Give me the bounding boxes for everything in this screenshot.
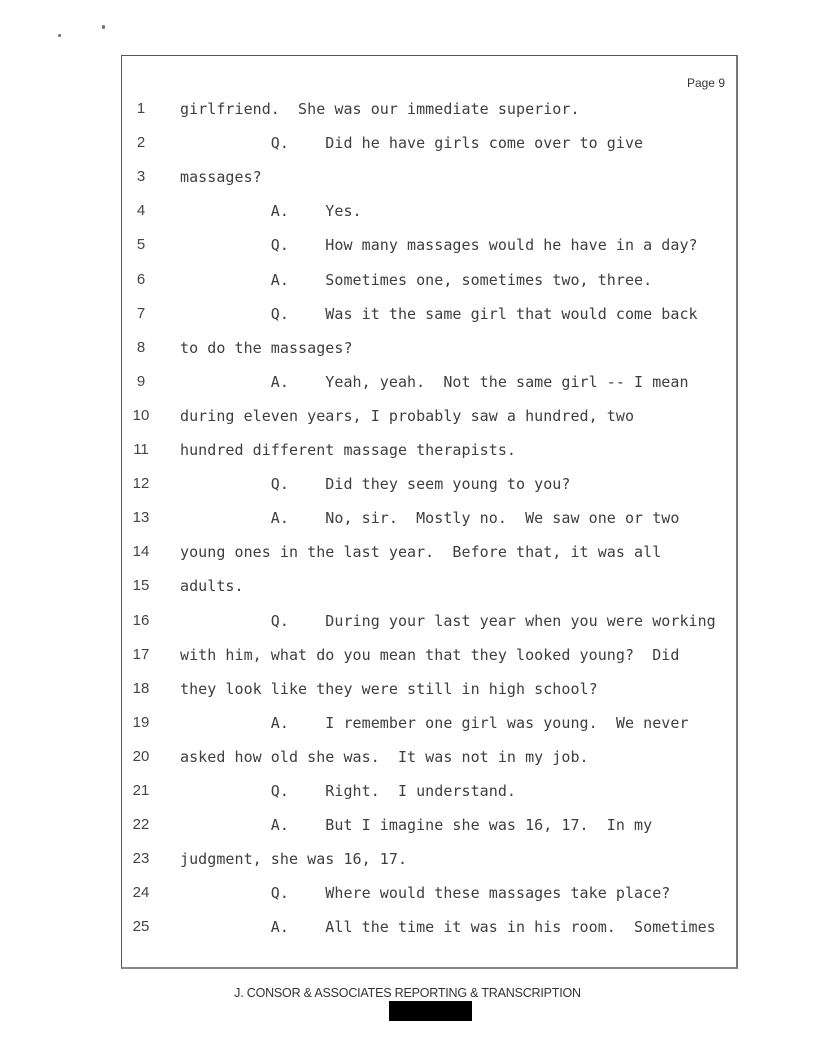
line-text: hundred different massage therapists.: [180, 441, 516, 459]
transcript-line: [122, 270, 737, 290]
line-number: 4: [136, 202, 146, 220]
transcript-frame: [121, 55, 738, 969]
line-number: 14: [132, 543, 150, 561]
line-number: 10: [132, 406, 150, 424]
line-text: asked how old she was. It was not in my job.: [180, 747, 589, 766]
line-number: 17: [132, 645, 150, 663]
transcript-line: [122, 474, 737, 494]
transcript-line: [122, 883, 737, 903]
line-number: 7: [136, 304, 146, 322]
line-number: 21: [132, 782, 150, 799]
line-text: Q. Did they seem young to you?: [180, 475, 571, 494]
line-text: girlfriend. She was our immediate superior.: [180, 100, 580, 118]
line-text: adults.: [180, 577, 244, 596]
line-number: 3: [136, 168, 146, 186]
line-number: 1: [136, 100, 146, 117]
line-text: Q. Right. I understand.: [180, 782, 516, 800]
line-number: 18: [132, 679, 150, 697]
line-text: A. No, sir. Mostly no. We saw one or two: [180, 509, 680, 528]
line-number: 5: [136, 236, 146, 254]
scan-speck: [58, 34, 61, 37]
line-number: 11: [133, 441, 149, 458]
transcript-line: [122, 201, 737, 221]
transcript-line: [122, 576, 737, 596]
transcript-line: [122, 679, 737, 699]
line-number: 23: [132, 850, 150, 868]
transcript-line: [122, 747, 737, 767]
page-number-label: Page 9: [686, 76, 725, 90]
line-text: young ones in the last year. Before that, it was all: [180, 543, 662, 562]
transcript-line: [122, 338, 737, 358]
line-text: Q. Where would these massages take place?: [180, 884, 671, 903]
line-text: to do the massages?: [180, 338, 353, 357]
line-text: massages?: [180, 168, 262, 187]
transcript-line: [122, 713, 737, 733]
transcript-line: [122, 440, 737, 460]
line-number: 13: [132, 509, 150, 527]
transcript-line: [122, 167, 737, 187]
line-text: judgment, she was 16, 17.: [180, 850, 408, 869]
transcript-line: [122, 99, 737, 119]
line-number: 24: [132, 884, 150, 902]
line-text: A. I remember one girl was young. We never: [180, 713, 689, 732]
line-text: during eleven years, I probably saw a hundred, two: [180, 406, 635, 425]
line-number: 9: [136, 372, 146, 390]
transcript-line: [122, 917, 737, 937]
transcript-line: [122, 235, 737, 255]
line-text: A. Sometimes one, sometimes two, three.: [180, 270, 653, 289]
line-number: 2: [136, 134, 146, 152]
line-number: 22: [132, 816, 150, 834]
transcript-line: [122, 406, 737, 426]
transcript-line: [122, 611, 737, 631]
line-number: 6: [136, 270, 146, 288]
line-text: A. Yeah, yeah. Not the same girl -- I mean: [180, 372, 689, 391]
line-number: 16: [132, 611, 150, 629]
transcript-line: [122, 849, 737, 869]
transcript-line: [122, 372, 737, 392]
line-text: A. All the time it was in his room. Sometimes: [180, 918, 716, 937]
line-text: Q. How many massages would he have in a day?: [180, 236, 698, 255]
line-text: Q. Did he have girls come over to give: [180, 134, 644, 153]
transcript-line: [122, 542, 737, 562]
line-number: 25: [132, 918, 150, 936]
line-text: with him, what do you mean that they looked young? Did: [180, 645, 680, 664]
transcript-line: [122, 815, 737, 835]
line-text: Q. During your last year when you were working: [180, 611, 716, 630]
line-text: A. Yes.: [180, 202, 362, 221]
line-number: 15: [132, 577, 150, 595]
redaction-block: [389, 1001, 472, 1021]
footer-reporting-agency: J. CONSOR & ASSOCIATES REPORTING & TRANSCRIPTION: [234, 986, 581, 1000]
line-text: Q. Was it the same girl that would come back: [180, 304, 698, 323]
scan-speck: [102, 25, 105, 29]
line-text: A. But I imagine she was 16, 17. In my: [180, 816, 653, 835]
transcript-line: [122, 781, 737, 801]
line-text: they look like they were still in high school?: [180, 679, 598, 698]
line-number: 8: [136, 338, 146, 356]
transcript-line: [122, 645, 737, 665]
line-number: 19: [132, 713, 150, 731]
line-number: 20: [132, 747, 150, 765]
line-number: 12: [132, 475, 150, 493]
transcript-line: [122, 508, 737, 528]
transcript-line: [122, 133, 737, 153]
transcript-line: [122, 304, 737, 324]
